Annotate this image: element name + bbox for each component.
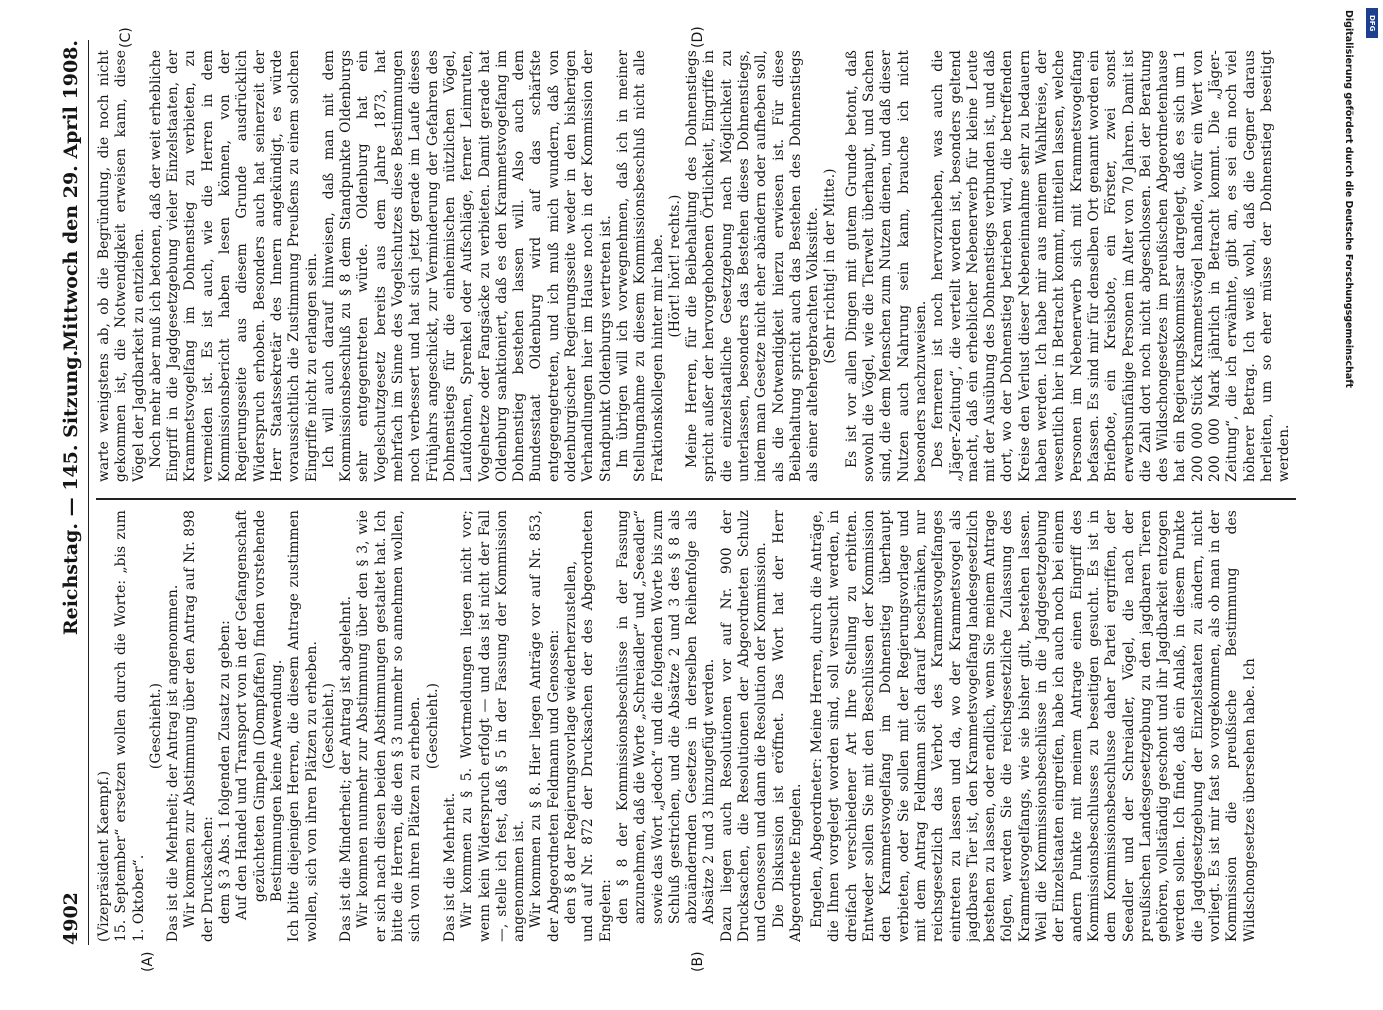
left-column — [96, 510, 1316, 942]
right-column-paragraph: Des ferneren ist noch hervorzuheben, was auch die „Jäger-Zeitung“, die verteilt worden ist, besonders geltend macht, daß ein erheblicher Nebenerwerb für kleine Leute mit der Ausübung des Dohnenstiegs verbunden ist, und daß dort, wo der Dohnenstieg betrieben wird, die betreffenden Kreise den Verlust dieser Nebeneinnahme sehr zu bedauern haben werden. Ich habe mir aus meinem Wahlkreise, der wesentlich hier in Betracht kommt, mitteilen lassen, welche Personen im Nebenerwerb sich mit Krammetsvogelfang befassen. Es sind mir für denselben Ort genannt worden ein Briefbote, ein Kreisbote, ein Förster, zwei sonst erwerbsunfähige Personen im Alter von 70 Jahren. Damit ist die Zahl dort noch nicht abgeschlossen. Bei der Beratung des Wildschongesetzes im preußischen Abgeordnetenhause hat ein Regierungskommissar dargelegt, daß es sich um 1 200 000 Stück Krammetsvögel handle, wofür ein Wert von 200 000 Mark jährlich in Betracht kommt. Die „Jäger-Zeitung“, die ich erwähnte, gibt an, es sei ein noch viel höherer Betrag. Ich weiß wohl, daß die Gegner daraus herleiten, um so eher müsse der Dohnenstieg beseitigt werden. — [930, 50, 1293, 482]
left-column-paragraph: Dazu liegen auch Resolutionen vor auf Nr. 900 der Drucksachen, die Resolutionen der Abgeordneten Schulz und Genossen und dann die Resolution der Kommission. — [718, 510, 770, 942]
dfg-logo-text: DFG — [1368, 14, 1376, 32]
margin-marker-c: (C) — [118, 27, 134, 48]
left-column-paragraph: Wir kommen zur Abstimmung über den Antrag auf Nr. 898 der Drucksachen: — [182, 510, 216, 942]
left-column-paragraph: (Geschieht.) — [424, 682, 441, 770]
left-column-paragraph: den § 8 der Kommissionsbeschlüsse in der Fassung anzunehmen, daß die Worte „Schreiadler“ und „Seeadler“ sowie das Wort „jedoch“ und die folgenden Worte bis zum Schluß gestrichen, und die Absätze 2 und 3 des § 8 als abzuändernden Gesetzes in derselben Reihenfolge als Absätze 2 und 3 hinzugefügt werden. — [614, 510, 718, 924]
page-date: Mittwoch den 29. April 1908. — [60, 40, 82, 351]
page-title: Reichstag. — 145. Sitzung. — [60, 349, 82, 636]
right-column-paragraph: Im übrigen will ich vorwegnehmen, daß ich in meiner Stellungnahme zu diesem Kommissionsbeschluß nicht alle Fraktionskollegen hinter mir habe. — [614, 50, 666, 482]
digitization-note — [1338, 0, 1358, 1000]
left-column-paragraph: Wir kommen nunmehr zur Abstimmung über den § 3, wie er sich nach diesen beiden Abstimmungen gestaltet hat. Ich bitte die Herren, die den § 3 nunmehr so annehmen wollen, sich von ihren Plätzen zu erheben. — [355, 510, 424, 942]
page-number: 4902 — [60, 892, 82, 945]
margin-marker-d: (D) — [690, 26, 706, 48]
left-column-paragraph: (Vizepräsident Kaempf.) — [96, 770, 112, 942]
digitization-note-text: Digitalisierung gefördert durch die Deutsche Forschungsgemeinschaft — [1343, 10, 1354, 388]
left-column-paragraph: Das ist die Mehrheit. — [441, 792, 458, 942]
left-column-paragraph: Die Diskussion ist eröffnet. Das Wort hat der Herr Abgeordnete Engelen. — [770, 510, 804, 942]
page-header — [60, 40, 86, 945]
left-column-paragraph: (Geschieht.) — [147, 682, 164, 770]
left-column-paragraph: Auf den Handel und Transport von in der Gefangenschaft gezüchteten Gimpeln (Dompfaffen) finden vorstehende Bestimmungen keine Anwendung. — [234, 510, 285, 920]
margin-marker-b: (B) — [690, 951, 706, 972]
left-column-paragraph: Engelen, Abgeordneter: Meine Herren, durch die Anträge, die Ihnen vorgelegt worden sind, soll versucht werden, in dreifach verschiedener Art Ihre Stellung zu erbitten. Entweder sollen Sie mit den Beschlüssen der Kommission den Krammetsvogelfang im Dohnenstieg überhaupt verbieten, oder Sie sollen mit der Regierungsvorlage und mit dem Antrag Feldmann sich darauf beschränken, nur reichsgesetzlich das Verbot des Krammetsvogelfanges eintreten zu lassen und da, wo der Krammetsvogel als jagdbares Tier ist, den Krammetsvogelfang landesgesetzlich bestehen zu lassen, oder endlich, wenn Sie meinem Antrage folgen, werden Sie die reichsgesetzliche Zulassung des Krammetsvogelfangs, wie sie bisher gilt, bestehen lassen. Weil die Kommissionsbeschlüsse in die Jagdgesetzgebung der Einzelstaaten eingreifen, habe ich auch noch bei einem andern Punkte mit meinem Antrage einen Eingriff des Kommissionsbeschlusses zu beseitigen gesucht. Es ist in dem Kommissionsbeschlusse daher Partei ergriffen, der Seeadler und der Schreiadler, Vögel, die nach der preußischen Landesgesetzgebung zu den jagdbaren Tieren gehören, vollständig geschont und ihr Jagdbarkeit entzogen werden sollen. Ich finde, daß ein Anlaß, in diesem Punkte die Jagdgesetzgebung der Einzelstaaten zu ändern, nicht vorliegt. Es ist mir fast so vorgekommen, als ob man in der Kommission die preußische Bestimmung des Wildschongesetzes übersehen habe. Ich — [809, 510, 1258, 942]
right-column-paragraph: Meine Herren, für die Beibehaltung des Dohnenstiegs spricht außer der hervorgehobenen Örtlichkeit, Eingriffe in die einzelstaatliche Gesetzgebung nach Möglichkeit zu unterlassen, besonders das Bestehen dieses Dohnenstiegs, indem man Gesetze nicht eher abändern oder aufheben soll, als die Notwendigkeit hierzu erwiesen ist. Für diese Beibehaltung spricht auch das Bestehen des Dohnenstiegs als einer altehergebrachten Volkssitte. — [684, 50, 822, 482]
left-column-paragraph: Wir kommen zu § 5. Wortmeldungen liegen nicht vor; wenn kein Widerspruch erfolgt — und das ist nicht der Fall —, stelle ich fest, daß § 5 in der Fassung der Kommission angenommen ist. — [459, 510, 528, 942]
right-column-paragraph: (Hört! hört! rechts.) — [666, 194, 683, 338]
right-column-paragraph: (Sehr richtig! in der Mitte.) — [822, 168, 839, 364]
right-column-paragraph: Ich will auch darauf hinweisen, daß man mit dem Kommissionsbeschluß zu § 8 dem Standpunkte Oldenburgs sehr entgegentreten würde. Oldenburg hat ein Vogelschutzgesetz bereits aus dem Jahre 1873, hat mehrfach im Sinne des Vogelschutzes diese Bestimmungen noch verbessert und hat sich jetzt gerade im Laufe dieses Frühjahrs angeschickt, zur Verminderung der Gefahren des Dohnenstiegs für die einheimischen nützlichen Vögel, Laufdohnen, Sprenkel oder Aufschläge, ferner Leimruten, Vogelnetze oder Fangsäcke zu verbieten. Damit gerade hat Oldenburg sanktioniert, daß es den Krammetsvogelfang im Dohnenstieg bestehen lassen will. Also auch dem Bundesstaat Oldenburg wird auf das schärfste entgegengetreten, und ich muß mich wundern, daß von oldenburgischer Regierungsseite weder in den bisherigen Verhandlungen hier im Hause noch in der Kommission der Standpunkt Oldenburgs vertreten ist. — [320, 50, 614, 482]
dfg-logo — [1366, 8, 1378, 38]
margin-marker-a: (A) — [140, 951, 156, 972]
column-divider — [96, 498, 1296, 500]
left-column-paragraph: Ich bitte diejenigen Herren, die diesem Antrage zustimmen wollen, sich von ihren Plätzen zu erheben. — [286, 510, 320, 942]
left-column-paragraph: dem § 3 Abs. 1 folgenden Zusatz zu geben: — [217, 620, 234, 924]
left-column-paragraph: und auf Nr. 872 der Drucksachen der des Abgeordneten Engelen: — [580, 510, 614, 942]
left-column-paragraph: Das ist die Mehrheit; der Antrag ist angenommen. — [165, 584, 182, 942]
left-column-paragraph: 15. September“ ersetzen wollen durch die Worte: „bis zum 1. Oktober“. — [113, 510, 147, 942]
left-column-paragraph: Wir kommen zu § 8. Hier liegen Anträge vor auf Nr. 853, der Abgeordneten Feldmann und Genossen: — [528, 510, 562, 942]
right-column-paragraph: Es ist vor allen Dingen mit gutem Grunde betont, daß sowohl die Vögel, wie die Tierwelt überhaupt, und Sachen sind, die dem Menschen zum Nutzen dienen, und daß dieser Nutzen auch Nahrung sein kann, brauche ich nicht besonders nachzuweisen. — [843, 50, 929, 482]
header-rule — [88, 40, 89, 945]
right-column-paragraph: warte wenigstens ab, ob die Begründung, die noch nicht gekommen ist, die Notwendigkeit erweisen kann, diese Vögel der Jagdbarkeit zu entziehen. — [96, 50, 147, 482]
right-column-paragraph: Noch mehr aber muß ich betonen, daß der weit erhebliche Eingriff in die Jagdgesetzgebung vieler Einzelstaaten, der Krammetsvogelfang im Dohnenstieg zu verbieten, zu vermeiden ist. Es ist auch, wie die Herren in dem Kommissionsbericht haben lesen können, von der Regierungsseite aus diesem Grunde ausdrücklich Widerspruch erhoben. Besonders auch hat seinerzeit der Herr Staatssekretär des Innern angekündigt, es würde voraussichtlich die Zustimmung Preußens zu einem solchen Eingriffe nicht zu erlangen sein. — [147, 50, 320, 482]
left-column-paragraph: (Geschieht.) — [320, 682, 337, 770]
left-column-paragraph: den § 8 der Regierungsvorlage wiederherzustellen, — [563, 560, 580, 924]
right-column — [96, 50, 1316, 482]
left-column-paragraph: Das ist die Minderheit; der Antrag ist abgelehnt. — [338, 595, 355, 942]
